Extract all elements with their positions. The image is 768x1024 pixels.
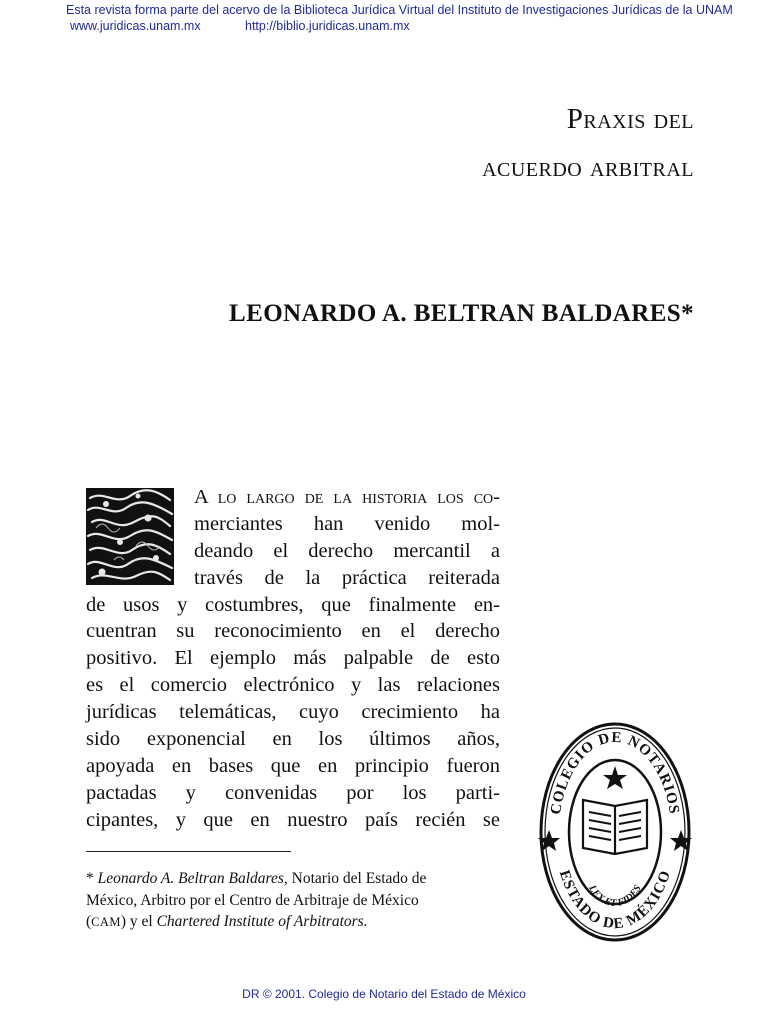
body-line-7: positivo. El ejemplo más palpable de esto bbox=[86, 647, 500, 670]
title-line-2: acuerdo arbitral bbox=[482, 151, 694, 183]
body-line-10: sido exponencial en los últimos años, bbox=[86, 728, 500, 751]
repository-notice: Esta revista forma parte del acervo de la Biblioteca Jurídica Virtual del Instituto de Investigaciones Jurídicas de la UNAM bbox=[66, 3, 733, 17]
biblio-link[interactable]: http://biblio.juridicas.unam.mx bbox=[245, 19, 410, 33]
copyright-footer: DR © 2001. Colegio de Notario del Estado de México bbox=[242, 987, 526, 1001]
article-author: LEONARDO A. BELTRAN BALDARES* bbox=[229, 300, 694, 327]
notary-seal-icon bbox=[537, 720, 693, 944]
seal-motto: LEX ET FIDES bbox=[586, 883, 644, 910]
body-line-4: través de la práctica reiterada bbox=[194, 566, 500, 589]
body-line-12: pactadas y convenidas por los parti- bbox=[86, 781, 500, 804]
footnote-line-3: (CAM) y el Chartered Institute of Arbitrators. bbox=[86, 913, 368, 930]
colegio-notarios-seal bbox=[537, 720, 693, 944]
body-line-8: es el comercio electrónico y las relaciones bbox=[86, 674, 500, 697]
body-line-2: merciantes han venido mol- bbox=[194, 512, 500, 535]
footnote bbox=[86, 868, 502, 934]
juridicas-link[interactable]: www.juridicas.unam.mx bbox=[70, 19, 201, 33]
seal-top-text: COLEGIO DE NOTARIOS bbox=[548, 729, 682, 816]
footnote-marker: * bbox=[86, 870, 94, 887]
body-line-6: cuentran su reconocimiento en el derecho bbox=[86, 620, 500, 643]
footnote-line-1 bbox=[86, 868, 502, 890]
body-line-9: jurídicas telemáticas, cuyo crecimiento ha bbox=[86, 701, 500, 724]
body-line-11: apoyada en bases que en principio fueron bbox=[86, 754, 500, 777]
footnote-cam-abbr: CAM bbox=[91, 915, 121, 929]
body-line-5: de usos y costumbres, que finalmente en- bbox=[86, 593, 500, 616]
footnote-institute: Chartered Institute of Arbitrators. bbox=[156, 913, 368, 930]
footnote-line-2: México, Arbitro por el Centro de Arbitraje de México bbox=[86, 891, 419, 909]
footnote-author-name: Leonardo A. Beltran Baldares, bbox=[97, 870, 288, 887]
article-body bbox=[86, 484, 500, 834]
article-title bbox=[482, 95, 694, 191]
title-line-1: Praxis del bbox=[566, 103, 694, 135]
footnote-role: Notario del Estado de bbox=[287, 870, 427, 887]
smallcaps-opening: A lo largo de la historia los co- bbox=[194, 486, 500, 508]
footnote-divider bbox=[86, 851, 291, 852]
body-line-13: cipantes, y que en nuestro país recién se bbox=[86, 808, 500, 831]
footnote-connector: ) y el bbox=[120, 913, 157, 930]
svg-text:LEX ET FIDES bbox=[586, 883, 644, 910]
body-line-3: deando el derecho mercantil a bbox=[194, 539, 500, 562]
body-line-1 bbox=[194, 484, 500, 511]
seal-bottom-text: ESTADO DE MÉXICO bbox=[555, 868, 675, 933]
